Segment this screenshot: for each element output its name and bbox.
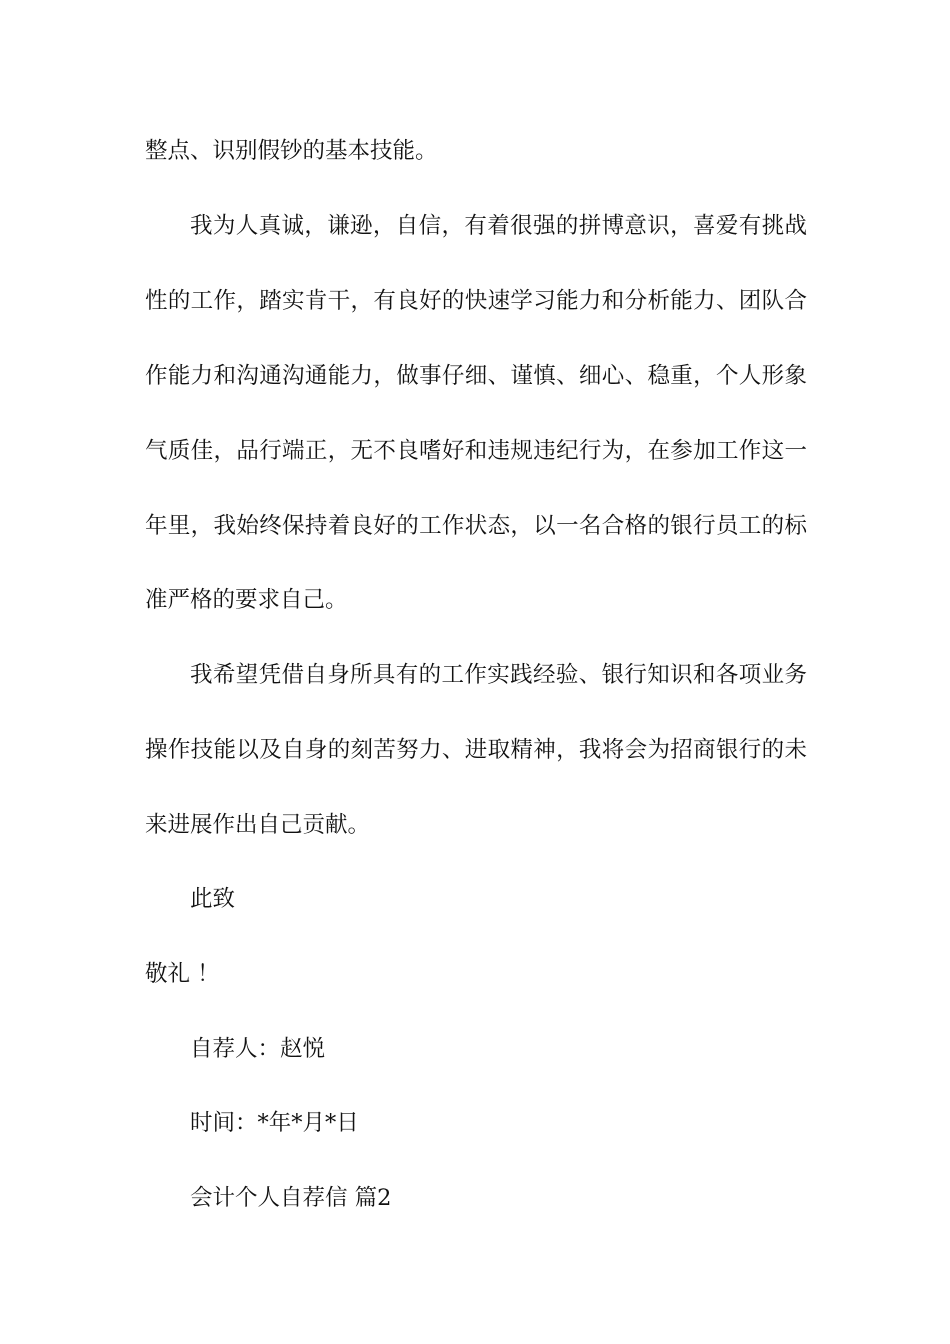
section-heading: 会计个人自荐信 篇2 [190,1185,392,1211]
closing-regards: 敬礼 ！ [145,961,220,987]
paragraph-line: 作能力和沟通沟通能力，做事仔细、谨慎、细心、稳重，个人形象 [145,363,807,389]
closing-salutation: 此致 [190,886,236,912]
paragraph-line: 年里，我始终保持着良好的工作状态，以一名合格的银行员工的标 [145,513,807,539]
paragraph-line: 整点、识别假钞的基本技能。 [145,138,438,164]
paragraph-line: 准严格的要求自己。 [145,587,348,613]
signature-author: 自荐人：赵悦 [190,1036,326,1062]
paragraph-line: 性的工作，踏实肯干，有良好的快速学习能力和分析能力、团队合 [145,288,807,314]
paragraph-line: 气质佳，品行端正，无不良嗜好和违规违纪行为，在参加工作这一 [145,438,807,464]
paragraph-line: 我希望凭借自身所具有的工作实践经验、银行知识和各项业务 [190,662,807,688]
paragraph-line: 操作技能以及自身的刻苦努力、进取精神，我将会为招商银行的未 [145,737,807,763]
paragraph-line: 我为人真诚，谦逊，自信，有着很强的拼博意识，喜爱有挑战 [190,213,807,239]
signature-date: 时间：*年*月*日 [190,1110,359,1136]
paragraph-line: 来进展作出自己贡献。 [145,812,371,838]
